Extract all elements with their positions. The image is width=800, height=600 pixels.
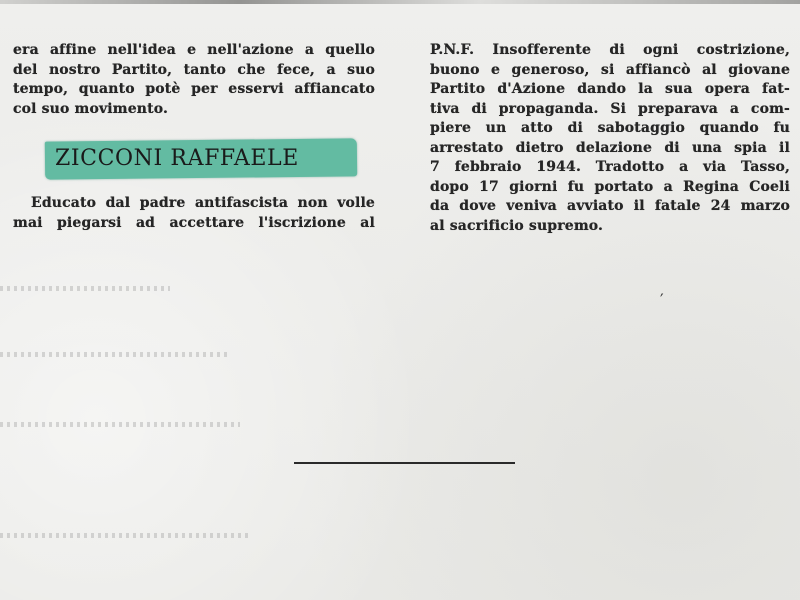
text-line: P.N.F. Insofferente di ogni costrizione, [430, 42, 790, 58]
left-column-top [13, 41, 375, 119]
text-line: tempo, quanto potè per esservi affiancato [13, 81, 375, 97]
text-line: tiva di propaganda. Si preparava a com- [430, 100, 790, 117]
section-divider-rule [294, 462, 515, 464]
text-line: piere un atto di sabotaggio quando fu [430, 120, 790, 136]
page-top-edge [0, 0, 800, 4]
faded-text-trace [0, 533, 250, 538]
faded-text-trace [0, 422, 240, 427]
right-column [430, 41, 790, 236]
left-column-bottom [13, 194, 375, 233]
section-heading: ZICCONI RAFFAELE [55, 146, 299, 171]
text-line: Partito d'Azione dando la sua opera fat- [430, 81, 790, 97]
text-line: mai piegarsi ad accettare l'iscrizione al [13, 214, 375, 231]
text-line: Educato dal padre antifascista non volle [31, 195, 375, 211]
text-line: buono e generoso, si affiancò al giovane [430, 61, 790, 78]
text-line: da dove veniva avviato il fatale 24 marzo [430, 198, 790, 214]
text-line: del nostro Partito, tanto che fece, a suo [13, 61, 375, 78]
text-line: dopo 17 giorni fu portato a Regina Coeli [430, 178, 790, 195]
faded-text-trace [0, 352, 230, 357]
text-line: col suo movimento. [13, 100, 168, 117]
text-line: arrestato dietro delazione di una spia il [430, 139, 790, 156]
text-line: 7 febbraio 1944. Tradotto a via Tasso, [430, 159, 790, 175]
ink-speck: ′ [660, 290, 664, 309]
faded-text-trace [0, 286, 170, 291]
text-line: al sacrificio supremo. [430, 217, 604, 234]
text-line: era affine nell'idea e nell'azione a quello [13, 42, 375, 58]
